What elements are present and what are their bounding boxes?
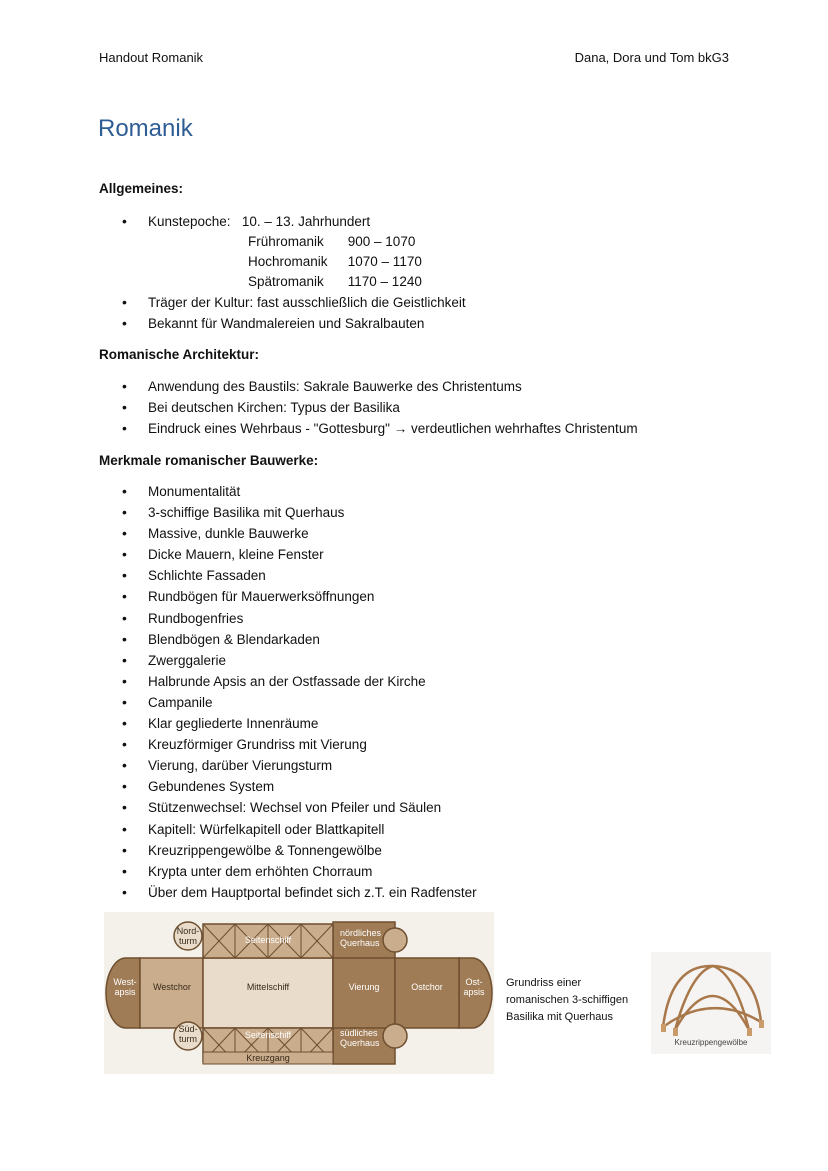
epoch-value: 10. – 13. Jahrhundert: [241, 214, 371, 229]
label-vierung: Vierung: [348, 982, 380, 992]
floorplan-caption: Grundriss einer romanischen 3-schiffigen Basilika mit Querhaus: [506, 977, 629, 1023]
list-allgemeines-2: [0, 292, 466, 334]
querhaus-nord-turm-shape: [383, 928, 407, 952]
label-querhaus-sued: Querhaus: [340, 1038, 380, 1048]
epoch-range: 1170 – 1240: [347, 274, 422, 289]
list-item: • Krypta unter dem erhöhten Chorraum: [0, 861, 477, 882]
ostchor-shape: [395, 958, 459, 1028]
label-ostapsis: apsis: [463, 987, 485, 997]
label-ostchor: Ostchor: [411, 982, 443, 992]
label-nordturm: Nord-: [176, 926, 200, 936]
label-suedturm: Süd-: [178, 1024, 198, 1034]
list-item: • Vierung, darüber Vierungsturm: [0, 755, 477, 776]
westchor-shape: [140, 958, 203, 1028]
list-item: • Rundbogenfries: [0, 608, 477, 629]
label-mittelschiff: Mittelschiff: [246, 982, 290, 992]
list-item: • Bei deutschen Kirchen: Typus der Basilika: [0, 397, 638, 418]
header-left: Handout Romanik: [99, 50, 204, 65]
list-item-kunstepoche: [0, 211, 370, 232]
heading-merkmale: Merkmale romanischer Bauwerke:: [99, 453, 319, 468]
list-merkmale: [0, 481, 477, 903]
label-querhaus-nord: nördliches: [340, 928, 382, 938]
vierung-shape: [333, 958, 395, 1028]
list-item: • Massive, dunkle Bauwerke: [0, 523, 477, 544]
list-item: • Bekannt für Wandmalereien und Sakralbauten: [0, 313, 466, 334]
label-querhaus-sued: südliches: [340, 1028, 378, 1038]
epoch-row: [248, 274, 422, 289]
label-westapsis: apsis: [114, 987, 136, 997]
label-nordturm: turm: [179, 936, 197, 946]
epoch-name: Frühromanik: [248, 234, 324, 249]
epoch-label: Kunstepoche:: [148, 214, 231, 229]
list-item: • Monumentalität: [0, 481, 477, 502]
list-item: • Zwerggalerie: [0, 650, 477, 671]
kreuzrippengewoelbe-figure: [651, 952, 771, 1054]
querhaus-sued-turm-shape: [383, 1024, 407, 1048]
list-item: • Halbrunde Apsis an der Ostfassade der Kirche: [0, 671, 477, 692]
basilika-floorplan: [104, 912, 494, 1074]
list-item: • Kreuzförmiger Grundriss mit Vierung: [0, 734, 477, 755]
label-kreuzgang: Kreuzgang: [246, 1053, 290, 1063]
list-item: • Träger der Kultur: fast ausschließlich die Geistlichkeit: [0, 292, 466, 313]
list-item: • Gebundenes System: [0, 776, 477, 797]
heading-allgemeines: Allgemeines:: [99, 181, 184, 196]
list-item: • Campanile: [0, 692, 477, 713]
list-item: • Anwendung des Baustils: Sakrale Bauwerke des Christentums: [0, 376, 638, 397]
list-item: • Rundbögen für Mauerwerksöffnungen: [0, 586, 477, 607]
epoch-name: Spätromanik: [248, 274, 324, 289]
header-right: Dana, Dora und Tom bkG3: [574, 50, 729, 65]
epoch-range: 900 – 1070: [347, 234, 416, 249]
list-item: • Dicke Mauern, kleine Fenster: [0, 544, 477, 565]
list-item: • 3-schiffige Basilika mit Querhaus: [0, 502, 477, 523]
list-item: • Blendbögen & Blendarkaden: [0, 629, 477, 650]
heading-architektur: Romanische Architektur:: [99, 347, 260, 362]
list-item: • Schlichte Fassaden: [0, 565, 477, 586]
list-item: • Kapitell: Würfelkapitell oder Blattkapitell: [0, 819, 477, 840]
list-item: • Über dem Hauptportal befindet sich z.T. ein Radfenster: [0, 882, 477, 903]
label-seitenschiff-sued: Seitenschiff: [244, 1030, 292, 1040]
list-allgemeines: [0, 211, 370, 232]
epoch-name: Hochromanik: [248, 254, 328, 269]
label-westapsis: West-: [113, 977, 137, 987]
label-seitenschiff-nord: Seitenschiff: [244, 935, 292, 945]
list-item: • Kreuzrippengewölbe & Tonnengewölbe: [0, 840, 477, 861]
list-item: • Eindruck eines Wehrbaus - "Gottesburg" → verdeutlichen wehrhaftes Christentum: [0, 418, 638, 439]
epoch-row: [248, 254, 422, 269]
label-westchor: Westchor: [153, 982, 191, 992]
label-ostapsis: Ost-: [465, 977, 483, 987]
list-architektur: [0, 376, 638, 439]
label-suedturm: turm: [179, 1034, 197, 1044]
list-item: • Klar gegliederte Innenräume: [0, 713, 477, 734]
page-title: Romanik: [98, 115, 193, 142]
epoch-range: 1070 – 1170: [347, 254, 422, 269]
epoch-row: [248, 234, 415, 249]
vault-label: Kreuzrippengewölbe: [674, 1038, 748, 1047]
list-item: • Stützenwechsel: Wechsel von Pfeiler und Säulen: [0, 797, 477, 818]
label-querhaus-nord: Querhaus: [340, 938, 380, 948]
mittelschiff-shape: [203, 958, 333, 1028]
